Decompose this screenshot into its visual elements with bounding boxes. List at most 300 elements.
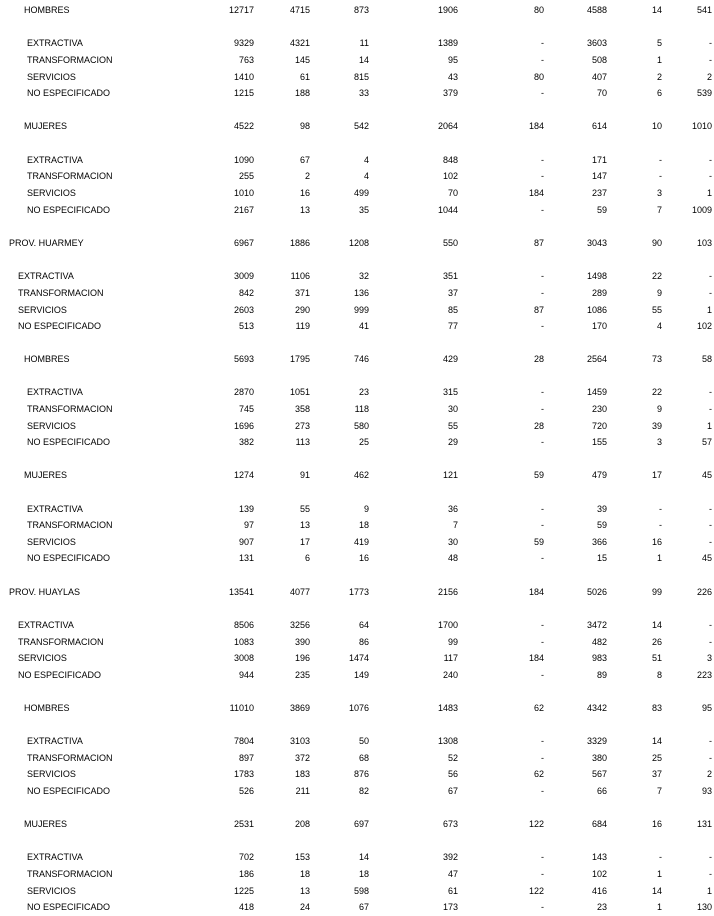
cell-value: 118 bbox=[354, 404, 369, 414]
cell-value: 119 bbox=[295, 321, 310, 331]
cell-value: 14 bbox=[651, 886, 662, 896]
cell-value: 6 bbox=[656, 88, 662, 98]
cell-value: 99 bbox=[651, 587, 662, 597]
cell-value: 873 bbox=[353, 5, 369, 15]
cell-value: 99 bbox=[447, 637, 458, 647]
cell-value: - bbox=[541, 852, 544, 862]
cell-value: 697 bbox=[353, 819, 369, 829]
cell-value: 145 bbox=[294, 55, 310, 65]
cell-value: 5026 bbox=[586, 587, 607, 597]
cell-value: 1308 bbox=[437, 736, 458, 746]
cell-value: 6967 bbox=[233, 238, 254, 248]
table-row bbox=[0, 436, 714, 448]
cell-value: 153 bbox=[294, 852, 310, 862]
row-label: SERVICIOS bbox=[27, 72, 76, 82]
cell-value: 50 bbox=[358, 736, 369, 746]
cell-value: 2603 bbox=[233, 305, 254, 315]
row-label: PROV. HUARMEY bbox=[9, 238, 84, 248]
row-label: SERVICIOS bbox=[27, 421, 76, 431]
cell-value: 351 bbox=[442, 271, 458, 281]
cell-value: 47 bbox=[447, 869, 458, 879]
cell-value: - bbox=[541, 55, 544, 65]
table-row bbox=[0, 752, 714, 764]
row-label: NO ESPECIFICADO bbox=[18, 670, 102, 680]
cell-value: 80 bbox=[533, 72, 544, 82]
cell-value: - bbox=[659, 852, 662, 862]
cell-value: - bbox=[659, 171, 662, 181]
cell-value: 1009 bbox=[691, 205, 712, 215]
cell-value: 598 bbox=[353, 886, 369, 896]
cell-value: - bbox=[709, 271, 712, 281]
cell-value: 95 bbox=[701, 703, 712, 713]
cell-value: 416 bbox=[591, 886, 607, 896]
table-row bbox=[0, 54, 714, 66]
cell-value: 35 bbox=[358, 205, 369, 215]
cell-value: 508 bbox=[591, 55, 607, 65]
cell-value: 255 bbox=[238, 171, 254, 181]
cell-value: 22 bbox=[651, 271, 662, 281]
row-label: NO ESPECIFICADO bbox=[27, 437, 111, 447]
cell-value: 73 bbox=[651, 354, 662, 364]
table-row bbox=[0, 586, 714, 598]
cell-value: 14 bbox=[651, 620, 662, 630]
cell-value: - bbox=[709, 404, 712, 414]
cell-value: 37 bbox=[651, 769, 662, 779]
table-row bbox=[0, 237, 714, 249]
cell-value: 237 bbox=[591, 188, 607, 198]
cell-value: 18 bbox=[358, 520, 369, 530]
cell-value: - bbox=[541, 387, 544, 397]
cell-value: - bbox=[709, 620, 712, 630]
cell-value: 1783 bbox=[233, 769, 254, 779]
table-row bbox=[0, 885, 714, 897]
table-row bbox=[0, 536, 714, 548]
cell-value: 41 bbox=[358, 321, 369, 331]
table-row bbox=[0, 120, 714, 132]
table-row bbox=[0, 785, 714, 797]
cell-value: 2064 bbox=[437, 121, 458, 131]
row-label: EXTRACTIVA bbox=[27, 736, 83, 746]
cell-value: 876 bbox=[353, 769, 369, 779]
cell-value: 1208 bbox=[348, 238, 369, 248]
cell-value: 184 bbox=[528, 587, 544, 597]
cell-value: 102 bbox=[591, 869, 607, 879]
cell-value: 55 bbox=[447, 421, 458, 431]
table-row bbox=[0, 818, 714, 830]
cell-value: 419 bbox=[353, 537, 369, 547]
cell-value: - bbox=[541, 88, 544, 98]
cell-value: 183 bbox=[294, 769, 310, 779]
cell-value: 77 bbox=[447, 321, 458, 331]
cell-value: 57 bbox=[701, 437, 712, 447]
cell-value: 23 bbox=[596, 902, 607, 912]
cell-value: 1044 bbox=[437, 205, 458, 215]
row-label: NO ESPECIFICADO bbox=[27, 786, 111, 796]
cell-value: 290 bbox=[294, 305, 310, 315]
cell-value: - bbox=[541, 437, 544, 447]
cell-value: 28 bbox=[533, 421, 544, 431]
cell-value: 2564 bbox=[586, 354, 607, 364]
cell-value: 1010 bbox=[691, 121, 712, 131]
cell-value: 848 bbox=[442, 155, 458, 165]
cell-value: 4588 bbox=[586, 5, 607, 15]
table-row bbox=[0, 420, 714, 432]
cell-value: 1474 bbox=[348, 653, 369, 663]
row-label: EXTRACTIVA bbox=[18, 620, 74, 630]
cell-value: 745 bbox=[238, 404, 254, 414]
cell-value: 1 bbox=[656, 553, 662, 563]
cell-value: 1410 bbox=[233, 72, 254, 82]
table-row bbox=[0, 868, 714, 880]
cell-value: 18 bbox=[358, 869, 369, 879]
cell-value: 61 bbox=[447, 886, 458, 896]
row-label: SERVICIOS bbox=[27, 188, 76, 198]
cell-value: 52 bbox=[447, 753, 458, 763]
cell-value: 85 bbox=[447, 305, 458, 315]
cell-value: 897 bbox=[238, 753, 254, 763]
row-label: TRANSFORMACION bbox=[18, 288, 104, 298]
cell-value: 90 bbox=[651, 238, 662, 248]
row-label: TRANSFORMACION bbox=[27, 171, 113, 181]
cell-value: 4 bbox=[363, 171, 369, 181]
cell-value: 462 bbox=[353, 470, 369, 480]
cell-value: - bbox=[541, 321, 544, 331]
cell-value: 80 bbox=[533, 5, 544, 15]
cell-value: 59 bbox=[533, 537, 544, 547]
cell-value: 1086 bbox=[586, 305, 607, 315]
table-row bbox=[0, 37, 714, 49]
table-row bbox=[0, 353, 714, 365]
cell-value: - bbox=[709, 637, 712, 647]
cell-value: - bbox=[709, 38, 712, 48]
cell-value: - bbox=[541, 38, 544, 48]
cell-value: 86 bbox=[358, 637, 369, 647]
cell-value: 43 bbox=[447, 72, 458, 82]
row-label: TRANSFORMACION bbox=[27, 404, 113, 414]
cell-value: 36 bbox=[447, 504, 458, 514]
cell-value: 25 bbox=[358, 437, 369, 447]
row-label: TRANSFORMACION bbox=[27, 869, 113, 879]
cell-value: 983 bbox=[591, 653, 607, 663]
cell-value: 2 bbox=[304, 171, 310, 181]
cell-value: 170 bbox=[591, 321, 607, 331]
cell-value: 131 bbox=[238, 553, 254, 563]
table-row bbox=[0, 552, 714, 564]
cell-value: 32 bbox=[358, 271, 369, 281]
cell-value: 499 bbox=[353, 188, 369, 198]
table-row bbox=[0, 469, 714, 481]
cell-value: 7 bbox=[656, 786, 662, 796]
row-label: NO ESPECIFICADO bbox=[18, 321, 102, 331]
cell-value: 14 bbox=[651, 5, 662, 15]
row-label: SERVICIOS bbox=[18, 653, 67, 663]
cell-value: 4 bbox=[363, 155, 369, 165]
cell-value: 3103 bbox=[289, 736, 310, 746]
cell-value: 16 bbox=[358, 553, 369, 563]
cell-value: - bbox=[541, 620, 544, 630]
cell-value: 93 bbox=[701, 786, 712, 796]
row-label: TRANSFORMACION bbox=[27, 520, 113, 530]
table-row bbox=[0, 636, 714, 648]
cell-value: 62 bbox=[533, 769, 544, 779]
cell-value: 1795 bbox=[289, 354, 310, 364]
cell-value: 67 bbox=[447, 786, 458, 796]
cell-value: 673 bbox=[442, 819, 458, 829]
cell-value: 1083 bbox=[233, 637, 254, 647]
cell-value: 8506 bbox=[233, 620, 254, 630]
cell-value: 2531 bbox=[233, 819, 254, 829]
row-label: EXTRACTIVA bbox=[27, 387, 83, 397]
cell-value: 13 bbox=[299, 520, 310, 530]
cell-value: 4 bbox=[656, 321, 662, 331]
cell-value: 1773 bbox=[348, 587, 369, 597]
table-row bbox=[0, 187, 714, 199]
cell-value: - bbox=[541, 553, 544, 563]
cell-value: 1225 bbox=[233, 886, 254, 896]
cell-value: 479 bbox=[591, 470, 607, 480]
cell-value: 380 bbox=[591, 753, 607, 763]
cell-value: - bbox=[709, 387, 712, 397]
cell-value: 83 bbox=[651, 703, 662, 713]
cell-value: 567 bbox=[591, 769, 607, 779]
cell-value: 358 bbox=[294, 404, 310, 414]
cell-value: - bbox=[659, 155, 662, 165]
table-row bbox=[0, 386, 714, 398]
cell-value: - bbox=[659, 504, 662, 514]
cell-value: 70 bbox=[447, 188, 458, 198]
cell-value: 1051 bbox=[289, 387, 310, 397]
row-label: NO ESPECIFICADO bbox=[27, 205, 111, 215]
table-row bbox=[0, 154, 714, 166]
cell-value: 58 bbox=[701, 354, 712, 364]
cell-value: 3043 bbox=[586, 238, 607, 248]
cell-value: 9 bbox=[656, 404, 662, 414]
cell-value: 1696 bbox=[233, 421, 254, 431]
table-row bbox=[0, 320, 714, 332]
cell-value: 1 bbox=[656, 902, 662, 912]
cell-value: 684 bbox=[591, 819, 607, 829]
table-row bbox=[0, 735, 714, 747]
cell-value: 2 bbox=[706, 72, 712, 82]
row-label: EXTRACTIVA bbox=[27, 38, 83, 48]
cell-value: - bbox=[541, 902, 544, 912]
cell-value: 3329 bbox=[586, 736, 607, 746]
cell-value: 122 bbox=[528, 886, 544, 896]
cell-value: 28 bbox=[533, 354, 544, 364]
cell-value: 45 bbox=[701, 470, 712, 480]
cell-value: 2870 bbox=[233, 387, 254, 397]
cell-value: 59 bbox=[533, 470, 544, 480]
cell-value: 746 bbox=[353, 354, 369, 364]
cell-value: 1010 bbox=[233, 188, 254, 198]
cell-value: 24 bbox=[299, 902, 310, 912]
cell-value: 171 bbox=[591, 155, 607, 165]
cell-value: 91 bbox=[299, 470, 310, 480]
cell-value: 12717 bbox=[228, 5, 254, 15]
cell-value: 541 bbox=[696, 5, 712, 15]
cell-value: 9 bbox=[363, 504, 369, 514]
table-row bbox=[0, 652, 714, 664]
cell-value: 614 bbox=[591, 121, 607, 131]
cell-value: - bbox=[541, 404, 544, 414]
cell-value: 117 bbox=[443, 653, 458, 663]
cell-value: 1076 bbox=[348, 703, 369, 713]
cell-value: 7 bbox=[452, 520, 458, 530]
cell-value: 3472 bbox=[586, 620, 607, 630]
row-label: EXTRACTIVA bbox=[27, 504, 83, 514]
cell-value: 16 bbox=[651, 537, 662, 547]
table-row bbox=[0, 403, 714, 415]
cell-value: 45 bbox=[701, 553, 712, 563]
cell-value: 372 bbox=[294, 753, 310, 763]
cell-value: 211 bbox=[295, 786, 310, 796]
cell-value: 56 bbox=[447, 769, 458, 779]
cell-value: 184 bbox=[528, 653, 544, 663]
cell-value: 102 bbox=[696, 321, 712, 331]
cell-value: 1498 bbox=[586, 271, 607, 281]
cell-value: 1 bbox=[656, 55, 662, 65]
cell-value: 18 bbox=[299, 869, 310, 879]
cell-value: 13 bbox=[299, 205, 310, 215]
cell-value: 1090 bbox=[233, 155, 254, 165]
table-row bbox=[0, 4, 714, 16]
cell-value: 208 bbox=[294, 819, 310, 829]
cell-value: 223 bbox=[696, 670, 712, 680]
cell-value: 5693 bbox=[233, 354, 254, 364]
cell-value: 226 bbox=[696, 587, 712, 597]
cell-value: - bbox=[709, 869, 712, 879]
row-label: HOMBRES bbox=[24, 354, 70, 364]
cell-value: 14 bbox=[651, 736, 662, 746]
cell-value: - bbox=[709, 852, 712, 862]
cell-value: 95 bbox=[447, 55, 458, 65]
table-row bbox=[0, 170, 714, 182]
cell-value: 113 bbox=[295, 437, 310, 447]
cell-value: 418 bbox=[238, 902, 254, 912]
row-label: SERVICIOS bbox=[27, 537, 76, 547]
cell-value: 1389 bbox=[437, 38, 458, 48]
table-row bbox=[0, 503, 714, 515]
cell-value: 143 bbox=[591, 852, 607, 862]
cell-value: 1106 bbox=[290, 271, 310, 281]
cell-value: 55 bbox=[299, 504, 310, 514]
cell-value: 33 bbox=[358, 88, 369, 98]
cell-value: 2156 bbox=[437, 587, 458, 597]
cell-value: 14 bbox=[358, 852, 369, 862]
cell-value: 30 bbox=[447, 404, 458, 414]
cell-value: 4342 bbox=[586, 703, 607, 713]
cell-value: 390 bbox=[294, 637, 310, 647]
row-label: HOMBRES bbox=[24, 5, 70, 15]
table-row bbox=[0, 287, 714, 299]
cell-value: 155 bbox=[591, 437, 607, 447]
cell-value: 4321 bbox=[289, 38, 310, 48]
cell-value: 907 bbox=[238, 537, 254, 547]
cell-value: 4522 bbox=[233, 121, 254, 131]
cell-value: 2167 bbox=[233, 205, 254, 215]
cell-value: 16 bbox=[651, 819, 662, 829]
row-label: NO ESPECIFICADO bbox=[27, 902, 111, 912]
cell-value: 39 bbox=[596, 504, 607, 514]
cell-value: 102 bbox=[442, 171, 458, 181]
cell-value: 10 bbox=[651, 121, 662, 131]
cell-value: 3869 bbox=[289, 703, 310, 713]
cell-value: 122 bbox=[528, 819, 544, 829]
table-row bbox=[0, 519, 714, 531]
cell-value: 121 bbox=[442, 470, 458, 480]
cell-value: 392 bbox=[442, 852, 458, 862]
cell-value: 26 bbox=[651, 637, 662, 647]
cell-value: 15 bbox=[596, 553, 607, 563]
table-row bbox=[0, 851, 714, 863]
cell-value: 139 bbox=[238, 504, 254, 514]
table-row bbox=[0, 204, 714, 216]
cell-value: - bbox=[541, 736, 544, 746]
cell-value: 39 bbox=[651, 421, 662, 431]
cell-value: 4715 bbox=[289, 5, 310, 15]
cell-value: - bbox=[541, 171, 544, 181]
cell-value: - bbox=[709, 171, 712, 181]
cell-value: 580 bbox=[353, 421, 369, 431]
row-label: NO ESPECIFICADO bbox=[27, 553, 111, 563]
cell-value: - bbox=[709, 288, 712, 298]
cell-value: 513 bbox=[238, 321, 254, 331]
cell-value: 526 bbox=[238, 786, 254, 796]
cell-value: 382 bbox=[238, 437, 254, 447]
cell-value: 196 bbox=[294, 653, 310, 663]
cell-value: 230 bbox=[591, 404, 607, 414]
cell-value: 702 bbox=[238, 852, 254, 862]
cell-value: 550 bbox=[442, 238, 458, 248]
cell-value: - bbox=[541, 155, 544, 165]
cell-value: 1274 bbox=[233, 470, 254, 480]
cell-value: 11 bbox=[359, 38, 369, 48]
cell-value: 763 bbox=[238, 55, 254, 65]
cell-value: 273 bbox=[294, 421, 310, 431]
cell-value: 3603 bbox=[586, 38, 607, 48]
table-row bbox=[0, 304, 714, 316]
cell-value: - bbox=[709, 753, 712, 763]
cell-value: 30 bbox=[447, 537, 458, 547]
row-label: MUJERES bbox=[24, 121, 68, 131]
cell-value: 1 bbox=[706, 305, 712, 315]
cell-value: - bbox=[709, 736, 712, 746]
table-row bbox=[0, 768, 714, 780]
row-label: EXTRACTIVA bbox=[18, 271, 74, 281]
cell-value: 7 bbox=[656, 205, 662, 215]
cell-value: 7804 bbox=[233, 736, 254, 746]
cell-value: 3 bbox=[656, 188, 662, 198]
cell-value: 186 bbox=[238, 869, 254, 879]
cell-value: 366 bbox=[591, 537, 607, 547]
cell-value: 131 bbox=[696, 819, 712, 829]
cell-value: 1886 bbox=[289, 238, 310, 248]
cell-value: 17 bbox=[299, 537, 310, 547]
cell-value: 379 bbox=[442, 88, 458, 98]
cell-value: 51 bbox=[651, 653, 662, 663]
cell-value: 1 bbox=[656, 869, 662, 879]
table-row bbox=[0, 619, 714, 631]
cell-value: 944 bbox=[238, 670, 254, 680]
cell-value: 98 bbox=[299, 121, 310, 131]
row-label: PROV. HUAYLAS bbox=[9, 587, 81, 597]
cell-value: 1459 bbox=[586, 387, 607, 397]
cell-value: - bbox=[709, 55, 712, 65]
cell-value: 62 bbox=[533, 703, 544, 713]
cell-value: 9 bbox=[656, 288, 662, 298]
cell-value: - bbox=[541, 786, 544, 796]
cell-value: 25 bbox=[651, 753, 662, 763]
